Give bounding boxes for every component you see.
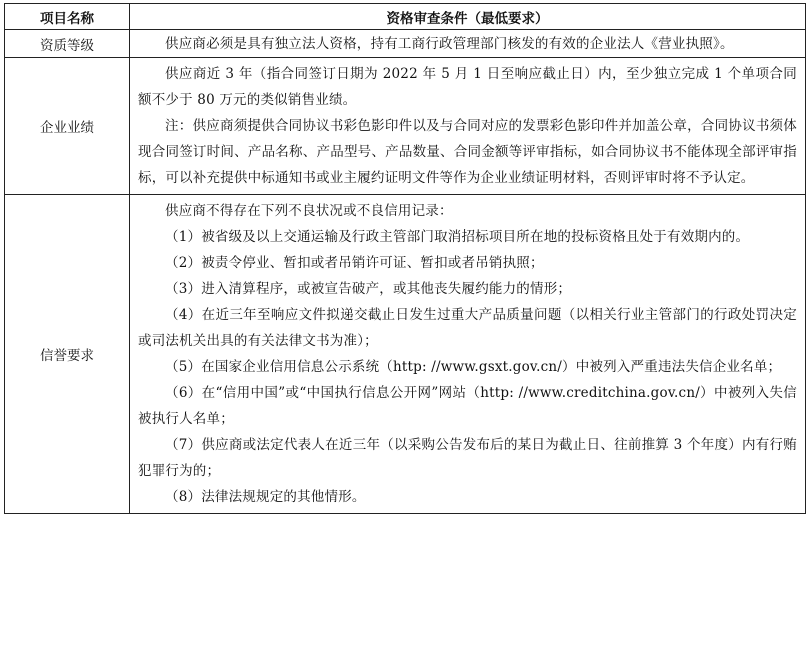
list-item: （1）被省级及以上交通运输及行政主管部门取消招标项目所在地的投标资格且处于有效期内的。 (165, 229, 750, 245)
list-item: （8）法律法规规定的其他情形。 (165, 489, 366, 505)
row-label-qualification: 资质等级 (5, 30, 130, 58)
table-header-row (5, 4, 806, 30)
paragraph-intro: 供应商不得存在下列不良状况或不良信用记录： (165, 203, 453, 219)
row-content-performance (130, 58, 806, 195)
qualification-table (4, 3, 806, 514)
row-content-credit (130, 195, 806, 514)
row-label-credit: 信誉要求 (5, 195, 130, 514)
requirements-table-wrapper (4, 3, 805, 514)
header-criteria: 资格审查条件（最低要求） (130, 4, 806, 30)
list-item: （3）进入清算程序，或被宣告破产，或其他丧失履约能力的情形； (165, 281, 572, 297)
table-row-performance (5, 58, 806, 195)
list-item: （4）在近三年至响应文件拟递交截止日发生过重大产品质量问题（以相关行业主管部门的行政处罚决定或司法机关出具的有关法律文书为准）； (138, 307, 797, 349)
paragraph: 供应商近 3 年（指合同签订日期为 2022 年 5 月 1 日至响应截止日）内，至少独立完成 1 个单项合同额不少于 80 万元的类似销售业绩。 (138, 66, 797, 108)
row-label-performance: 企业业绩 (5, 58, 130, 195)
table-row-credit (5, 195, 806, 514)
table-row-qualification (5, 30, 806, 58)
header-item-name: 项目名称 (5, 4, 130, 30)
paragraph: 供应商必须是具有独立法人资格，持有工商行政管理部门核发的有效的企业法人《营业执照》。 (165, 35, 734, 52)
list-item: （6）在“信用中国”或“中国执行信息公开网”网站（http: //www.creditchina.gov.cn/）中被列入失信被执行人名单； (138, 385, 797, 427)
list-item: （7）供应商或法定代表人在近三年（以采购公告发布后的某日为截止日、往前推算 3 个年度）内有行贿犯罪行为的； (138, 437, 797, 479)
list-item: （5）在国家企业信用信息公示系统（http: //www.gsxt.gov.cn/）中被列入严重违法失信企业名单； (165, 359, 782, 375)
paragraph-note: 注：供应商须提供合同协议书彩色影印件以及与合同对应的发票彩色影印件并加盖公章，合同协议书须体现合同签订时间、产品名称、产品型号、产品数量、合同金额等评审指标，如合同协议书不能体现全部评审指标，可以补充提供中标通知书或业主履约证明文件等作为企业业绩证明材料，否则评审时将不予认定。 (138, 118, 797, 186)
row-content-qualification (130, 30, 806, 58)
list-item: （2）被责令停业、暂扣或者吊销许可证、暂扣或者吊销执照； (165, 255, 544, 271)
